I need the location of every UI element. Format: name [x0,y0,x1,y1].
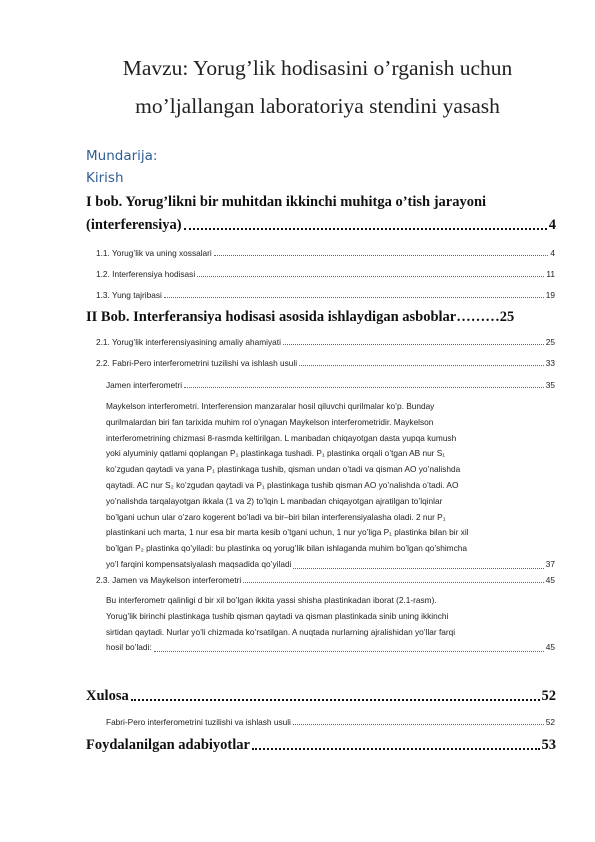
toc-page-number: 11 [546,269,555,279]
toc-item-label: Jamen interferometri [106,380,183,390]
dot-leader [243,581,544,583]
contents-heading: Mundarija: [86,148,158,164]
toc-page-number: 35 [545,380,555,390]
paragraph-line: qurilmalardan biri fan tarixida muhim rol o’ynagan Maykelson interferometridir. Maykelson [106,416,434,427]
toc-page-number: 53 [541,737,556,753]
paragraph-line: qaytadi. AC nur S₂ ko’zgudan qaytadi va P₁ plastinkaga tushib qisman AO yo’nalishda o’tadi. AO [106,479,459,490]
paragraph-line: interferometrining chizmasi 8-rasmda keltirilgan. L manbadan chiqayotgan dasta yupqa kumush [106,432,457,443]
document-title-line-1: Mavzu: Yorug’lik hodisasini o’rganish uchun [122,56,513,80]
toc-item-label: 1.1. Yorug’lik va uning xossalari [96,248,212,258]
toc-page-number: 25 [499,309,515,325]
toc-page-number: 19 [545,290,555,300]
toc-item-jamen[interactable] [106,380,555,390]
toc-item-label: 1.2. Interferensiya hodisasi [96,269,196,279]
toc-page-number: 45 [545,642,555,653]
intro-heading[interactable]: Kirish [86,170,124,186]
paragraph-line: Bu interferometr qalinligi d bir xil bo’lgan ikkita yassi shisha plastinkadan iborat (2.1-rasm). [106,595,437,605]
dot-leader [214,254,549,256]
toc-item-2-3[interactable] [96,575,555,585]
toc-references-title: Foydalanilgan adabiyotlar [86,737,250,753]
toc-item-label: 2.2. Fabri-Pero interferometrini tuzilishi va ishlash usuli [96,358,298,368]
dot-leader [197,275,544,277]
toc-item-label: 1.3. Yung tajribasi [96,290,162,300]
paragraph-line: yo’l farqini kompensatsiyalash maqsadida qo’yiladi [106,558,292,569]
paragraph-line: hosil bo’ladi: [106,642,152,653]
toc-chapter2-title: II Bob. Interferansiya hodisasi asosida ishlaydigan asboblar……… [86,309,500,325]
toc-page-number: 45 [545,575,555,585]
paragraph-last-line [106,557,555,573]
dot-leader [164,296,544,298]
toc-page-number: 52 [545,717,555,727]
paragraph-line: bo’lgani uchun ular o’zaro kogerent bo’ladi va bir–biri bilan interferensiyalasha oladi. 2 nur P₁ [106,511,446,522]
paragraph-line: bo’lgan P₂ plastinka qo’yiladi: bu plastinka oq yorug’lik bilan ishlaganda muhim bo’lgan qo’shimcha [106,543,467,554]
toc-paragraph-jamen[interactable] [106,593,555,656]
toc-chapter2[interactable] [86,309,556,326]
toc-item-label: 2.3. Jamen va Maykelson interferometri [96,575,242,585]
paragraph-line: sirtidan qaytadi. Nurlar yo’li chizmada ko’rsatilgan. A nuqtada nurlarning ajralishidan yo’llar farqi [106,626,456,637]
paragraph-line: yo’nalishda tarqalayotgan ikkala (1 va 2) to’lqin L manbadan chiqayotgan ajratilgan to’lqinlar [106,495,443,506]
document-title-line-2: mo’ljallangan laboratoriya stendini yasash [135,94,500,118]
toc-chapter1-line2[interactable] [86,217,556,234]
dot-leader [283,343,544,345]
toc-item-1-1[interactable] [96,248,555,258]
paragraph-line: Maykelson interferometri. Interferension manzaralar hosil qiluvchi qurilmalar ko’p. Bunday [106,401,435,411]
toc-page-number: 4 [548,217,556,233]
toc-page-number: 4 [550,248,555,258]
paragraph-line: plastinkani uch marta, 1 nur esa bir marta kesib o’tgani uchun, 1 nur yo’liga P₁ plastinka bilan bir xil [106,527,469,538]
dot-leader [184,386,544,388]
toc-item-conclusion-sub[interactable] [106,717,555,727]
toc-item-1-2[interactable] [96,269,555,279]
toc-chapter1-title: I bob. Yorug’likni bir muhitdan ikkinchi muhitga o’tish jarayoni [86,194,487,210]
toc-paragraph-maykelson[interactable] [106,399,555,573]
toc-conclusion-title: Xulosa [86,688,129,704]
dot-leader [293,723,544,725]
toc-references[interactable] [86,737,556,754]
paragraph-line: ko’zgudan qaytadi va yana P₁ plastinkaga tushib, qisman undan o’tadi va qisman AO yo’nalishda [106,464,461,475]
toc-page-number: 52 [541,688,556,704]
toc-conclusion[interactable] [86,688,556,705]
dot-leader [154,650,544,652]
dot-leader [184,227,547,230]
toc-page-number: 33 [545,358,555,368]
paragraph-line: yoki alyuminiy qatlami qoplangan P₁ plastinkaga tushadi. P₁ plastinka orqali o’tgan AB nur S₁ [106,448,446,459]
dot-leader [293,567,543,569]
toc-chapter1-line1[interactable] [86,194,556,211]
toc-item-label: Fabri-Pero interferometrini tuzilishi va ishlash usuli [106,717,291,727]
dot-leader [131,698,540,701]
toc-item-label: 2.1. Yorug’lik interferensiyasining amaliy ahamiyati [96,337,281,347]
dot-leader [252,747,540,750]
paragraph-line: Yorug’lik birinchi plastinkaga tushib qisman qaytadi va qisman plastinkada sinib uning ikkinchi [106,610,449,621]
toc-item-2-2[interactable] [96,358,555,368]
toc-item-2-1[interactable] [96,337,555,347]
toc-chapter1-title-cont: (interferensiya) [86,217,182,233]
paragraph-last-line [106,640,555,656]
toc-page-number: 37 [545,558,555,569]
dot-leader [299,364,544,366]
toc-page-number: 25 [545,337,555,347]
toc-item-1-3[interactable] [96,290,555,300]
